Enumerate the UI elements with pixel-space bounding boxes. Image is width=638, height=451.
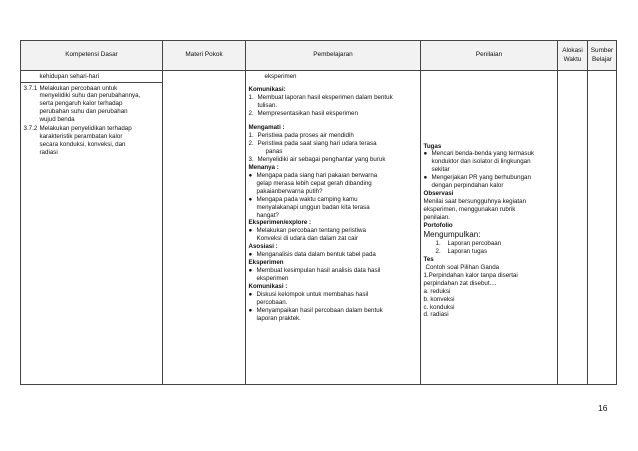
- list-item: [249, 140, 418, 156]
- kompetensi-continuation-cell: [21, 71, 163, 83]
- kompetensi-item: [24, 125, 160, 157]
- header-alokasi-waktu: [558, 41, 588, 71]
- list-text: dengan perpindahan kalor: [431, 182, 504, 190]
- list-item: [249, 94, 418, 110]
- komunikasi-2-heading: Komunikasi :: [248, 282, 288, 290]
- list-text: Membuat laporan hasil eksperimen dalam bentuk: [257, 94, 393, 102]
- list-text: Menyelidiki air sebagai penghantar yang buruk: [257, 155, 386, 163]
- pembelajaran-cell: [246, 71, 421, 385]
- list-text: Konveksi di udara dan dalam zat cair: [256, 235, 358, 243]
- kompetensi-item: [24, 85, 160, 125]
- list-item: [424, 174, 555, 190]
- list-text: Laporan tugas: [447, 247, 488, 255]
- header-sumber-line1: Sumber: [590, 47, 614, 55]
- mengamati-heading: Mengamati :: [248, 124, 285, 132]
- list-item: [249, 196, 418, 220]
- list-text: panas: [265, 148, 283, 155]
- list-item: [249, 291, 418, 307]
- bullet-icon: ●: [248, 306, 253, 314]
- tes-line: perpindahan zat disebut....: [423, 279, 497, 287]
- list-text: Peristiwa pada saat siang hari udara terasa: [257, 140, 377, 148]
- list-number: 3.: [248, 155, 254, 163]
- observasi-line: Menilai saat bersungguhnya kegiatan: [423, 198, 527, 206]
- observasi-line: penilaian.: [423, 213, 450, 221]
- tes-line: Contoh soal Pilihan Ganda: [425, 263, 500, 271]
- list-item: [249, 227, 418, 243]
- list-text: Melakukan percobaan tentang peristiwa: [256, 227, 366, 235]
- kompetensi-number: 3.7.2: [23, 125, 38, 133]
- page-number: 16: [598, 403, 608, 413]
- list-item: [249, 172, 418, 196]
- list-text: konduktor dan isolator di lingkungan: [431, 158, 531, 166]
- eksperimen-explore-heading: Eksperimen/explore :: [248, 219, 312, 227]
- header-kompetensi-dasar: Kompetensi Dasar: [21, 41, 163, 71]
- list-number: 2.: [248, 110, 254, 118]
- menanya-heading: Menanya :: [248, 163, 279, 171]
- list-text: sekitar: [431, 166, 450, 174]
- header-materi-pokok: Materi Pokok: [163, 41, 246, 71]
- mengumpulkan-label: Mengumpulkan:: [423, 229, 481, 239]
- observasi-heading: Observasi: [423, 190, 454, 198]
- bullet-icon: ●: [248, 171, 253, 179]
- list-item: [424, 248, 555, 256]
- bullet-icon: ●: [248, 195, 253, 203]
- list-text: Mencari benda-benda yang termasuk: [431, 150, 534, 158]
- list-text: pakaianberwarna putih?: [256, 187, 323, 195]
- tes-option: d. radiasi: [423, 311, 449, 319]
- header-sumber-line2: Belajar: [592, 55, 612, 63]
- tes-option: c. konduksi: [423, 303, 455, 311]
- list-item: [424, 150, 555, 174]
- list-item: [424, 240, 555, 248]
- tugas-heading: Tugas: [423, 142, 442, 150]
- observasi-line: eksperimen, menggunakan rubrik: [423, 206, 516, 213]
- observasi-text: [424, 198, 555, 222]
- list-text: percobaan.: [256, 298, 288, 306]
- list-text: eksperimen: [256, 275, 289, 282]
- bullet-icon: ●: [423, 150, 428, 158]
- list-number: 2.: [435, 247, 441, 255]
- list-text: Mengapa pada waktu camping kamu: [256, 195, 358, 203]
- pembelajaran-continuation-text: eksperimen: [264, 72, 297, 80]
- header-penilaian: Penilaian: [421, 41, 558, 71]
- tes-heading: Tes: [423, 255, 434, 263]
- list-text: Menyampaikan hasil percobaan dalam bentuk: [256, 306, 383, 314]
- kompetensi-text: menyelidiki suhu dan perubahannya,: [39, 92, 141, 100]
- list-item: [249, 132, 418, 140]
- kompetensi-continuation-text: kehidupan sehari-hari: [39, 72, 100, 80]
- sumber-belajar-cell: [588, 71, 617, 385]
- bullet-icon: ●: [248, 290, 253, 298]
- list-number: 1.: [435, 240, 441, 248]
- header-alokasi-line2: Waktu: [563, 55, 582, 63]
- tes-option: b. konveksi: [423, 295, 455, 303]
- list-text: laporan praktek.: [256, 314, 301, 322]
- list-text: Mengerjakan PR yang berhubungan: [431, 174, 531, 182]
- list-text: Laporan percobaan: [447, 240, 502, 248]
- list-item: [249, 251, 418, 259]
- kompetensi-text: wujud benda: [39, 116, 75, 124]
- list-text: hangat?: [256, 211, 279, 219]
- kompetensi-text: karakteristik perambatan kalor: [39, 133, 123, 141]
- list-text: Peristiwa pada proses air mendidih: [257, 132, 354, 140]
- kompetensi-text: Melakukan percobaan untuk: [39, 84, 118, 92]
- kompetensi-text: perubahan suhu dan perubahan: [39, 108, 128, 116]
- list-item: [249, 156, 418, 164]
- syllabus-table: [20, 40, 617, 385]
- header-sumber-belajar: [588, 41, 617, 71]
- komunikasi-heading: Komunikasi:: [248, 86, 286, 94]
- kompetensi-items-cell: [21, 83, 163, 385]
- alokasi-waktu-cell: [558, 71, 588, 385]
- bullet-icon: ●: [248, 267, 253, 275]
- eksperimen-heading: Eksperimen: [248, 259, 284, 267]
- list-text: gelap merasa lebih cepat gerah dibanding: [256, 179, 372, 187]
- bullet-icon: ●: [248, 251, 253, 259]
- kompetensi-text: Melakukan penyelidikan terhadap: [39, 125, 132, 133]
- list-number: 1.: [248, 132, 254, 140]
- list-text: Menganalisis data dalam bentuk tabel pada: [256, 251, 376, 259]
- materi-pokok-cell: [163, 71, 246, 385]
- list-text: tulisan.: [257, 102, 278, 110]
- bullet-icon: ●: [248, 227, 253, 235]
- list-text: Membuat kesimpulan hasil analisis data hasil: [256, 267, 381, 275]
- bullet-icon: ●: [423, 174, 428, 182]
- list-number: 1.: [248, 94, 254, 102]
- table-row: [21, 71, 617, 83]
- kompetensi-text: serta pengaruh kalor terhadap: [39, 100, 123, 108]
- list-text: Mengapa pada siang hari pakaian berwarna: [256, 171, 378, 179]
- header-pembelajaran: Pembelajaran: [246, 41, 421, 71]
- table-header-row: [21, 41, 617, 71]
- kompetensi-text: radiasi: [39, 149, 58, 156]
- tes-option: a. reduksi: [423, 287, 451, 295]
- asosiasi-heading: Asosiasi :: [248, 243, 278, 251]
- list-item: [249, 267, 418, 283]
- list-text: Mempresentasikan hasil eksperimen: [257, 110, 358, 118]
- penilaian-cell: [421, 71, 558, 385]
- header-alokasi-line1: Alokasi: [562, 47, 583, 55]
- list-text: menyalakanapi unggun badan kita terasa: [256, 203, 370, 211]
- portofolio-heading: Portofolio: [423, 221, 453, 229]
- list-number: 2.: [248, 140, 254, 148]
- list-text: Diskusi kelompok untuk membahas hasil: [256, 290, 369, 298]
- tes-line: 1.Perpindahan kalor tanpa disertai: [423, 271, 518, 279]
- kompetensi-text: secara konduksi, konveksi, dan: [39, 141, 126, 149]
- list-item: [249, 307, 418, 323]
- kompetensi-number: 3.7.1: [23, 84, 38, 92]
- list-item: [249, 110, 418, 118]
